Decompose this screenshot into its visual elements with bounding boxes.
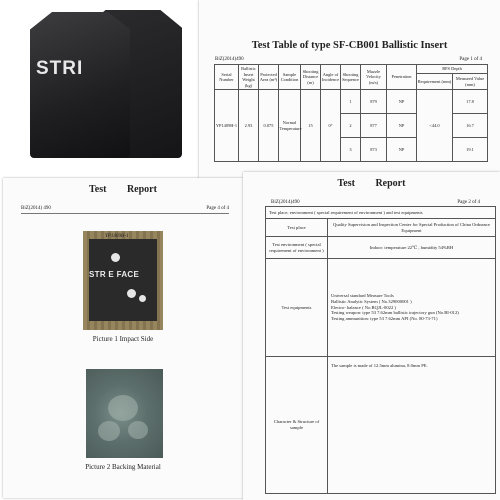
cell-velocity: 873 bbox=[361, 138, 387, 162]
col-weight: Ballistic Insert Weight (kg) bbox=[239, 65, 259, 90]
list-item: Universal standard Measure Tools bbox=[331, 292, 394, 298]
cell-velocity: 877 bbox=[361, 114, 387, 138]
cell-weight: 2.93 bbox=[239, 90, 259, 162]
backface-bulge bbox=[108, 395, 138, 421]
col-condition: Sample Condition bbox=[279, 65, 301, 90]
ballistic-test-table bbox=[214, 64, 488, 162]
col-penetration: Penetration bbox=[387, 65, 417, 90]
test-place-value: Quality Supervision and Inspection Center for Special Production of China Ordnance Equipment bbox=[328, 219, 496, 237]
environment-report-page bbox=[243, 172, 500, 500]
cell-condition: Normal Temperature bbox=[279, 90, 301, 162]
col-measured: Measured Value (mm) bbox=[453, 74, 488, 90]
environment-value: Indoor: temperature 22℃ , humidity 54%RH bbox=[328, 237, 496, 259]
plate-logo-text: STRI bbox=[36, 58, 84, 79]
list-item: Testing weapon: type 53 7.62mm ballistic trajectory gun (No.BI-012) bbox=[331, 310, 459, 316]
equipments-label: Test equipments bbox=[266, 259, 328, 357]
cell-distance: 15 bbox=[301, 90, 321, 162]
cell-velocity: 879 bbox=[361, 90, 387, 114]
report-title: Test Report bbox=[337, 178, 406, 189]
backing-material-photo bbox=[86, 369, 163, 458]
col-bfs: BFS Depth bbox=[417, 65, 488, 74]
table-header-row bbox=[215, 65, 488, 74]
picture-1-caption: Picture 1 Impact Side bbox=[92, 335, 154, 343]
report-reference: BiZ(2014) 490 bbox=[21, 206, 51, 211]
cell-angle: 0° bbox=[321, 90, 341, 162]
table-row bbox=[266, 219, 496, 237]
backface-bulge bbox=[98, 421, 120, 441]
cell-seq: 2 bbox=[341, 114, 361, 138]
cell-measured: 17.8 bbox=[453, 90, 488, 114]
table-row bbox=[266, 207, 496, 219]
plate-label: STR E FACE bbox=[89, 270, 140, 279]
list-item: Testing ammunition: type 53 7.62mm API (No. 80-73-71) bbox=[331, 316, 438, 322]
impact-hole bbox=[127, 289, 136, 298]
impact-hole bbox=[139, 295, 146, 302]
cell-measured: 16.7 bbox=[453, 114, 488, 138]
test-table-page bbox=[199, 0, 500, 200]
backface-bulge bbox=[128, 421, 148, 439]
cell-requirement: <44.0 bbox=[417, 90, 453, 162]
cell-seq: 1 bbox=[341, 90, 361, 114]
picture-report-page bbox=[3, 178, 243, 498]
cell-seq: 3 bbox=[341, 138, 361, 162]
page-number: Page 1 of 4 bbox=[459, 57, 482, 62]
cell-penetration: NP bbox=[387, 138, 417, 162]
col-requirement: Requirement (mm) bbox=[417, 74, 453, 90]
impact-hole bbox=[111, 253, 120, 262]
page-number: Page 4 of 4 bbox=[206, 206, 229, 211]
col-angle: Angle of Incidence bbox=[321, 65, 341, 90]
col-serial: Serial Number bbox=[215, 65, 239, 90]
col-velocity: Muzzle Velocity (m/s) bbox=[361, 65, 387, 90]
impact-side-photo bbox=[83, 231, 163, 330]
col-sequence: Shooting Sequence bbox=[341, 65, 361, 90]
cell-area: 0.075 bbox=[259, 90, 279, 162]
cell-penetration: NP bbox=[387, 90, 417, 114]
equipments-list bbox=[328, 259, 496, 357]
cell-serial: YP1409H-1 bbox=[215, 90, 239, 162]
list-item: Ballistic Analytic System ( No.329000001 ) bbox=[331, 298, 412, 304]
table-row bbox=[266, 259, 496, 357]
character-value: The sample is made of 12.5mm alumina, 8.0mm PE. bbox=[328, 357, 496, 494]
col-distance: Shooting Distance (m) bbox=[301, 65, 321, 90]
page-number: Page 2 of 4 bbox=[457, 200, 480, 205]
table-row bbox=[266, 237, 496, 259]
table-row bbox=[266, 357, 496, 494]
product-photo bbox=[0, 0, 200, 170]
environment-label: Test environment ( special requirement of environment ) bbox=[266, 237, 328, 259]
test-table-title: Test Table of type SF-CB001 Ballistic Insert bbox=[251, 40, 448, 51]
picture-2-caption: Picture 2 Backing Material bbox=[85, 463, 161, 471]
cell-measured: 19.1 bbox=[453, 138, 488, 162]
test-place-label: Test place bbox=[266, 219, 328, 237]
environment-table bbox=[265, 206, 496, 494]
report-reference: BiZ(2014)490 bbox=[215, 57, 244, 62]
report-reference: BiZ(2014)490 bbox=[271, 200, 300, 205]
list-item: Electro- balance ( No.BQJL-0022 ) bbox=[331, 304, 396, 310]
report-title: Test Report bbox=[89, 184, 157, 195]
section-header: Test place, environment ( special requirement of environment ) and test equipments bbox=[266, 207, 496, 219]
character-label: Character & Structure of sample bbox=[266, 357, 328, 494]
armor-plate-front bbox=[30, 12, 130, 158]
header-divider bbox=[21, 213, 229, 214]
cell-penetration: NP bbox=[387, 114, 417, 138]
table-row bbox=[215, 90, 488, 102]
col-area: Protected Area (m²) bbox=[259, 65, 279, 90]
handwritten-label: YP1409H-1 bbox=[105, 234, 129, 239]
tested-plate bbox=[89, 239, 157, 321]
